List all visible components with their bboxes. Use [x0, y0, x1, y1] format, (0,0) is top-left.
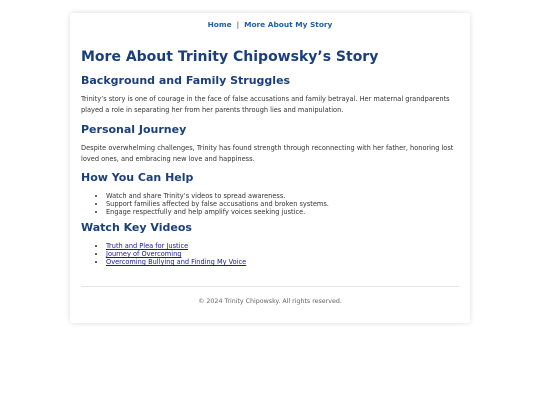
help-list: [81, 192, 459, 216]
background-text: Trinity’s story is one of courage in the face of false accusations and family betrayal. Her maternal grandparents played a role in separating her from her parents through lies and manipulation.: [81, 95, 450, 114]
background-heading: Background and Family Struggles: [81, 74, 291, 87]
video-link-journey[interactable]: Journey of Overcoming: [106, 250, 182, 258]
journey-heading: Personal Journey: [81, 123, 187, 136]
footer-divider: [81, 286, 459, 287]
footer-text: © 2024 Trinity Chipowsky. All rights reserved.: [198, 298, 342, 305]
video-link-bullying[interactable]: Overcoming Bullying and Finding My Voice: [106, 258, 247, 266]
page-title: More About Trinity Chipowsky’s Story: [81, 49, 379, 65]
list-item: • Engage respectfully and help amplify voices seeking justice.: [106, 208, 459, 216]
nav-separator: |: [236, 20, 240, 29]
videos-heading: Watch Key Videos: [81, 221, 192, 234]
nav-about-link[interactable]: More About My Story: [244, 20, 333, 29]
content-card: [70, 13, 470, 323]
journey-text: Despite overwhelming challenges, Trinity has found strength through reconnecting with her father, honoring lost loved ones, and embracing new love and happiness.: [81, 144, 454, 163]
help-heading: How You Can Help: [81, 171, 194, 184]
list-item: • Watch and share Trinity’s videos to spread awareness.: [106, 192, 459, 200]
nav-home-link[interactable]: Home: [207, 20, 232, 29]
list-item: [106, 258, 459, 266]
videos-list: [81, 242, 459, 266]
list-item: [106, 250, 459, 258]
list-item: [106, 242, 459, 250]
list-item: • Support families affected by false accusations and broken systems.: [106, 200, 459, 208]
top-nav: [81, 20, 459, 30]
video-link-truth-plea[interactable]: Truth and Plea for Justice: [106, 242, 189, 250]
